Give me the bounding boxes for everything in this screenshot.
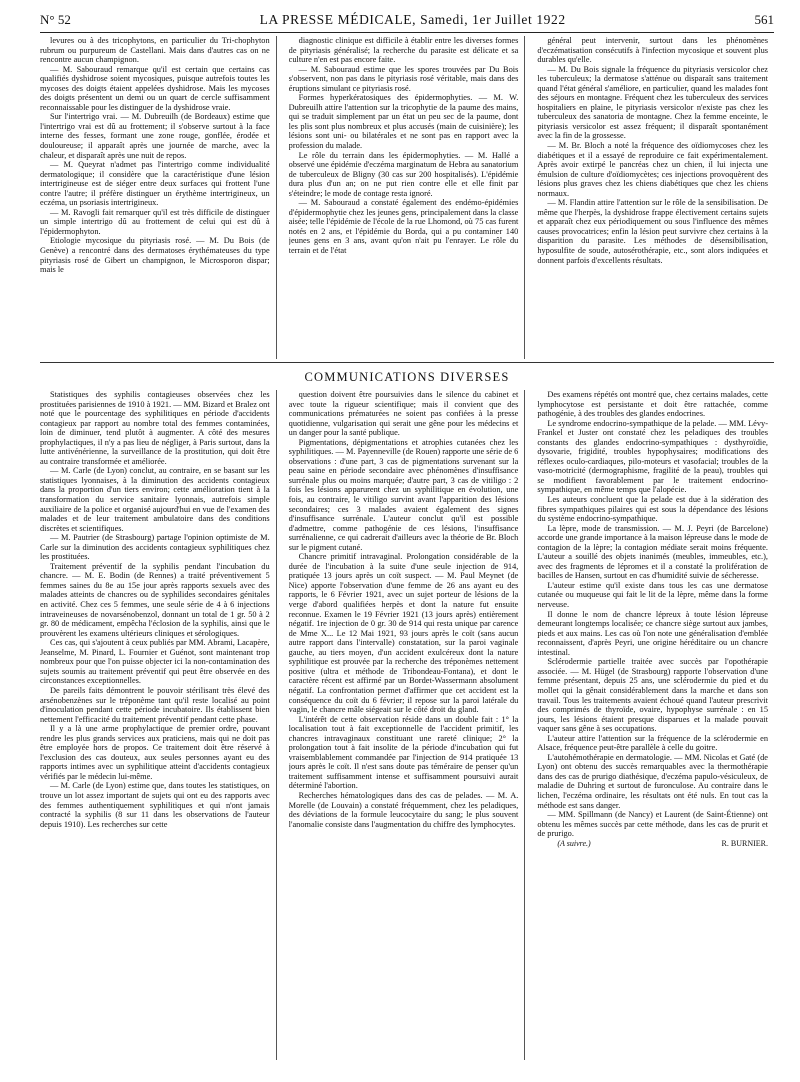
top-columns: [40, 36, 774, 359]
journal-title: LA PRESSE MÉDICALE, Samedi, 1er Juillet 1922: [259, 12, 566, 27]
paragraph: — M. Ravogli fait remarquer qu'il est très difficile de distinguer un simple intertrigo dû au frottement de celui qui est dû à l'épidermophyton.: [40, 207, 270, 236]
paragraph: Le rôle du terrain dans les épidermophyties. — M. Hallé a observé une épidémie d'eczéma marginatum de Hebra au sanatorium de tuberculeux de Bligny (30 cas sur 200 hospitalisés). L'épidémie dura plus d'un an; on ne put rien contre elle et elle finit par s'éteindre; le mode de contage resta ignoré.: [288, 150, 519, 198]
paragraph: Traitement préventif de la syphilis pendant l'incubation du chancre. — M. E. Bodin (de Rennes) a traité préventivement 5 femmes saines du 8e au 15e jour après rapports sexuels avec des malades atteints de chancres ou de syphilides secondaires génitales en activité. Chez ces 5 femmes, une seule série de 4 à 6 injections intraveineuses de novarsénobenzol, donnant un total de 1 gr. 50 à 2 gr. 80 de médicament, empêcha l'éclosion de la syphilis, ainsi que le prouvèrent les examens ultérieurs cliniques et sérologiques.: [40, 561, 270, 638]
paragraph: Chancre primitif intravaginal. Prolongation considérable de la durée de l'incubation à la suite d'une seule injection de 914, pratiquée 13 jours après un coït suspect. — M. Paul Meynet (de Nice) apporte l'observation d'une femme de 26 ans ayant eu des rapports, le 6 Février 1921, avec un sujet porteur de lésions de la verge d'abord qualifiées herpès et dont la nature fut ensuite reconnue. Examen le 19 Février 1921 (13 jours après) entièrement négatif. 1re injection de 0 gr. 30 de 914 qui resta unique par carence de Mme X... Le 12 Mai 1921, 93 jours après le coït (sans aucun autre rapport dans l'intervalle) constatation, sur la paroi vaginale gauche, au tiers moyen, d'un accident exulcéreux dont la nature syphilitique est prouvée par la recherche des tréponèmes nettement positive (ultra et méthode de Tribondeau-Fontana), et dont le caractère récent est affirmé par un Bordet-Wassermann absolument négatif. La confrontation permet d'affirmer que cet accident est la conséquence du coït du 6 février; il repose sur la paroi latérale du vagin, le chancre mâle siégeait sur le côté droit du gland.: [288, 552, 519, 715]
paragraph: Pigmentations, dépigmentations et atrophies cutanées chez les syphilitiques. — M. Payenneville (de Rouen) rapporte une série de 6 observations : d'une part, 3 cas de pigmentations survenant sur la peau saine en période secondaire avec phénomènes d'insuffisance surrénale plus ou moins marquée; d'autre part, 3 cas de vitiligo : 2 fois les lésions apparurent chez un syphilitique en évolution, une fois, au contraire, le vitiligo survint avant l'apparition des lésions secondaires; ces 3 malades avaient également des signes d'insuffisance surrénale. L'auteur conclut qu'il est possible d'admettre, comme pathogénie de ces lésions, l'insuffisance surrénalienne, ce qui cadrerait d'ailleurs avec la théorie de Br. Bloch sur le pigment cutané.: [288, 437, 519, 552]
paragraph: Ces cas, qui s'ajoutent à ceux publiés par MM. Abrami, Lacapère, Jeanselme, M. Pinard, L. Fournier et Guénot, sont maintenant trop nombreux pour que l'on puisse objecter ici la non-contamination des sujets soumis au traitement préventif qui peut être observée en des circonstances exceptionnelles.: [40, 638, 270, 686]
paragraph: L'auteur attire l'attention sur la fréquence de la sclérodermie en Alsace, fréquence peut-être parallèle à celle du goitre.: [537, 733, 768, 753]
top-column-2: [289, 36, 526, 359]
paragraph: — MM. Spillmann (de Nancy) et Laurent (de Saint-Étienne) ont obtenu les mêmes succès par cette méthode, dans les cas de prurit et de prurigo.: [537, 810, 768, 839]
bottom-column-3-text: [537, 390, 768, 839]
paragraph: question doivent être poursuivies dans le silence du cabinet et avec toute la rigueur scientifique; mais il convient que des communications prématurées ne soient pas confiées à la presse quotidienne, vulgarisation qui serait une gêne pour les médecins et un danger pour la santé publique.: [288, 390, 519, 438]
page-number: 561: [754, 12, 774, 27]
author-signature: R. BURNIER.: [721, 838, 768, 848]
paragraph: Les auteurs concluent que la pelade est due à la sidération des fibres sympathiques pilaires qui est sous la dépendance des lésions du système endocrino-sympathique.: [537, 495, 768, 524]
paragraph: levures ou à des tricophytons, en particulier du Tri-chophyton rubrum ou purpureum de Castellani. Mais dans d'autres cas on ne rencontre aucun champignon.: [40, 36, 270, 65]
section-title: COMMUNICATIONS DIVERSES: [304, 370, 510, 384]
paragraph: Sur l'intertrigo vrai. — M. Dubreuilh (de Bordeaux) estime que l'intertrigo vrai est dû au frottement; il s'observe surtout à la face interne des fesses, formant une zone rouge, gonflée, érodée et douloureuse; il apparaît après une journée de marche, avec la chaleur, et disparaît après une nuit de repos.: [40, 112, 270, 160]
paragraph: Sclérodermie partielle traitée avec succès par l'opothérapie associée. — M. Hügel (de Strasbourg) rapporte l'observation d'une femme présentant, depuis 25 ans, une sclérodermie du pied et du mollet qui la gênait considérablement dans la marche et dans son travail. Tous les traitements avaient échoué quand l'auteur prescrivit des comprimés de thyroïde, ovaire, hypophyse surrénale : en 15 jours, les lésions étaient presque disparues et la malade pouvait vaquer sans gêne à ses occupations.: [537, 657, 768, 734]
paragraph: Formes hyperkératosiques des épidermophyties. — M. W. Dubreuilh attire l'attention sur la tricophytie de la paume des mains, qui se traduit simplement par un état un peu sec de la paume, dont les plis sont plus nombreux et plus accusés (main de cuisinière); les lésions sont uni- ou bilatérales et ne sont pas en rapport avec la profession du malade.: [288, 93, 519, 151]
paragraph: Il y a là une arme prophylactique de premier ordre, pouvant rendre les plus grands services aux praticiens, mais qui ne doit pas être employée hors de propos. Ce traitement doit être réservé à l'exclusion des cas douteux, aux seules personnes ayant eu des rapports intimes avec un syphilitique atteint d'accidents contagieux vérifiés par le médecin lui-même.: [40, 724, 270, 781]
paragraph: Etiologie mycosique du pityriasis rosé. — M. Du Bois (de Genève) a rencontré dans des dermatoses érythémateuses du type pityriasis rosé de Gibert un champignon, le Microsporon dispar; mais le: [40, 236, 270, 275]
paragraph: Statistiques des syphilis contagieuses observées chez les prostituées parisiennes de 1910 à 1921. — MM. Bizard et Bralez ont noté que le pourcentage des syphilitiques en période d'accidents contagieux par rapport au nombre total des femmes contaminées, loin de diminuer, tend plutôt à augmenter. A côté des mesures prophylactiques, il n'y a pas lieu de négliger, à Paris surtout, dans la lutte antivénérienne, la surveillance de la prostitution, qui doit être au contraire transformée et améliorée.: [40, 390, 270, 466]
bottom-column-3: [537, 390, 774, 1060]
bottom-columns: [40, 390, 774, 1060]
paragraph: Il donne le nom de chancre lépreux à toute lésion lépreuse demeurant longtemps localisée; ce chancre siège surtout aux jambes, pieds et aux mains. Les cas où l'on note une généralisation d'emblée reconnaissent, d'après Peyri, une origine héréditaire ou un chancre intestinal.: [537, 609, 768, 657]
issue-number: N° 52: [40, 12, 71, 27]
paragraph: L'autohémothérapie en dermatologie. — MM. Nicolas et Gaté (de Lyon) ont obtenu des succès remarquables avec la thermothérapie dans des cas de prurigo diathésique, d'eczéma papulo-vésiculeux, de maladie de Duhring et surtout de furonculose. Au contraire dans le lichen, l'eczéma ordinaire, les résultats ont été nuls. En tout cas la méthode est sans danger.: [537, 752, 768, 810]
paragraph: Recherches hématologiques dans des cas de pelades. — M. A. Morelle (de Louvain) a constaté fréquemment, chez les peladiques, des déviations de la formule leucocytaire du sang; le plus souvent l'anomalie consiste dans l'augmentation du chiffre des lymphocytes.: [288, 790, 519, 829]
paragraph: diagnostic clinique est difficile à établir entre les diverses formes de pityriasis généralisé; la recherche du parasite est délicate et sa culture n'en est pas encore faite.: [288, 36, 519, 65]
paragraph: — M. Pautrier (de Strasbourg) partage l'opinion optimiste de M. Carle sur la diminution des accidents contagieux syphilitiques chez les prostituées.: [40, 533, 270, 562]
signature-line: [537, 839, 768, 849]
paragraph: — M. Carle (de Lyon) estime que, dans toutes les statistiques, on trouve un lot assez important de sujets qui ont eu des rapports avec des femmes authentiquement syphilitiques et qui n'ont jamais contracté la syphilis (8 sur 11 dans les observations de l'auteur depuis 1910). Les recherches sur cette: [40, 781, 270, 829]
paragraph: — M. Sabouraud estime que les spores trouvées par Du Bois s'observent, non pas dans le pityriasis rosé véritable, mais dans des éruptions simulant ce pityriasis rosé.: [288, 64, 519, 93]
divider: [40, 362, 774, 363]
paragraph: L'auteur estime qu'il existe dans tous les cas une dermatose cutanée ou muqueuse qui fait le lit de la lèpre, même dans la forme nerveuse.: [537, 580, 768, 610]
paragraph: général peut intervenir, surtout dans les phénomènes d'eczématisation consécutifs à l'infection mycosique et souvent plus durables qu'elle.: [537, 36, 768, 65]
paragraph: — M. Sabouraud remarque qu'il est certain que certains cas qualifiés dyshidrose soient mycosiques, puisque autrefois toutes les mycoses des doigts étaient appelées dyshidrose. Mais les mycoses des doigts présentent un demi ou un quart de cercle suffisamment reconnaissable pour les distinguer de la dyshidrose vraie.: [40, 64, 270, 112]
paragraph: De pareils faits démontrent le pouvoir stérilisant très élevé des arsénobenzènes sur le tréponème tant qu'il reste localisé au point d'inoculation pendant cette période incubatoire. Ils établissent bien nettement l'efficacité du traitement préventif pendant cette phase.: [40, 685, 270, 724]
bottom-column-2: [289, 390, 526, 1060]
top-column-3: [537, 36, 774, 359]
paragraph: — M. Queyrat n'admet pas l'intertrigo comme individualité dermatologique; il considère que la caractéristique d'une lésion intertrigineuse est de siéger entre deux surfaces qui frottent l'une contre l'autre; il préfère distinguer un érythème intertrigineux, un eczéma, un psoriasis intertrigineux.: [40, 160, 270, 208]
paragraph: La lèpre, mode de transmission. — M. J. Peyri (de Barcelone) accorde une grande importance à la maison lépreuse dans le mode de contagion de la lèpre; la contagion médiate serait moins fréquente. L'auteur a souillé des objets inanimés (meubles, immeubles, etc.), avec des fragments de lépromes et il a constaté la prolifération de bacilles de Hansen, surtout en cas d'humidité suivie de sécheresse.: [537, 523, 768, 581]
bottom-column-1: [40, 390, 277, 1060]
paragraph: — M. Flandin attire l'attention sur le rôle de la sensibilisation. De même que l'herpès, la dyshidrose frappe électivement certains sujets et apparaît chez eux périodiquement ou sous l'influence des mêmes causes provocatrices; enfin la lésion peut survivre chez certains à la disparition du parasite. Les méthodes de désensibilisation, hyposulfite de soude, autosérothérapie, etc., sont alors indiquées et donnent parfois d'excellents résultats.: [537, 198, 768, 265]
to-be-continued: (A suivre.): [557, 838, 591, 848]
paragraph: Des examens répétés ont montré que, chez certains malades, cette lymphocytose est persistante et doit être rattachée, comme pathogénie, à des troubles des glandes endocrines.: [537, 390, 768, 419]
top-column-1: [40, 36, 277, 359]
paragraph: — M. Carle (de Lyon) conclut, au contraire, en se basant sur les statistiques lyonnaises, à la diminution des accidents contagieux dans la proportion d'un tiers environ; cette amélioration tient à la transformation du service sanitaire lyonnais, autrefois simple auxiliaire de la police et organisé aujourd'hui en vue de l'examen des malades et de leur traitement ambulatoire dans des conditions discrètes et scientifiques.: [40, 466, 270, 533]
paragraph: — M. Sabouraud a constaté également des endémo-épidémies d'épidermophytie chez les jeunes gens, principalement dans la classe aisée; telle l'épidémie de l'école de la rue Lhomond, où 75 cas furent notés en 2 ans, et l'épidémie du Borda, qui a pu contaminer 140 jeunes gens en 3 ans, avant qu'on n'ait pu l'enrayer. Le rôle du terrain et de l'état: [288, 198, 519, 256]
page-header: [40, 12, 774, 33]
paragraph: — M. Br. Bloch a noté la fréquence des oïdiomycoses chez les diabétiques et il a essayé de reproduire ce fait expérimentalement. Après avoir extirpé le pancréas chez un chien, il lui injecta une émulsion de culture d'oïdiomycètes; ces injections provoquèrent des lésions plus graves chez les chiens diabétiques que chez les chiens normaux.: [537, 141, 768, 198]
paragraph: — M. Du Bois signale la fréquence du pityriasis versicolor chez les tuberculeux; la dermatose s'atténue ou disparaît sans traitement quand l'état général s'améliore, en particulier, quand les malades font des séjours en montagne. Fréquent chez les tuberculeux des services hospitaliers en plaine, le pityriasis versicolor n'existe pas chez les tuberculeux des sanatoria de montagne. Chez la femme enceinte, le pityriasis versicolor est assez fréquent; il disparaît spontanément avec la fin de la grossesse.: [537, 64, 768, 141]
paragraph: L'intérêt de cette observation réside dans un double fait : 1° la localisation tout à fait exceptionnelle de l'accident primitif, les chancres intravaginaux constituant une rareté clinique; 2° la prolongation tout à fait insolite de la période d'incubation qui fut vraisemblablement commandée par l'injection de 914 pratiquée 13 jours après le coït. Il n'est sans doute pas téméraire de penser qu'un traitement suffisamment intense et suffisamment poursuivi aurait déterminé l'abortion.: [288, 714, 519, 791]
paragraph: Le syndrome endocrino-sympathique de la pelade. — MM. Lévy-Frankel et Juster ont constaté chez les peladiques des troubles constants des glandes endocrino-sympathiques : dysthyroïdie, dysovarie, frigidité, troubles hypophysaires; modifications des réflexes oculo-cardiaques, pilo-moteurs et vasofacial; troubles de la vaso-motricité (dermographisme, fragilité de la peau), troubles qui se modifient favorablement par le traitement endocrino-sympathique, en même temps que l'alopécie.: [537, 418, 768, 495]
